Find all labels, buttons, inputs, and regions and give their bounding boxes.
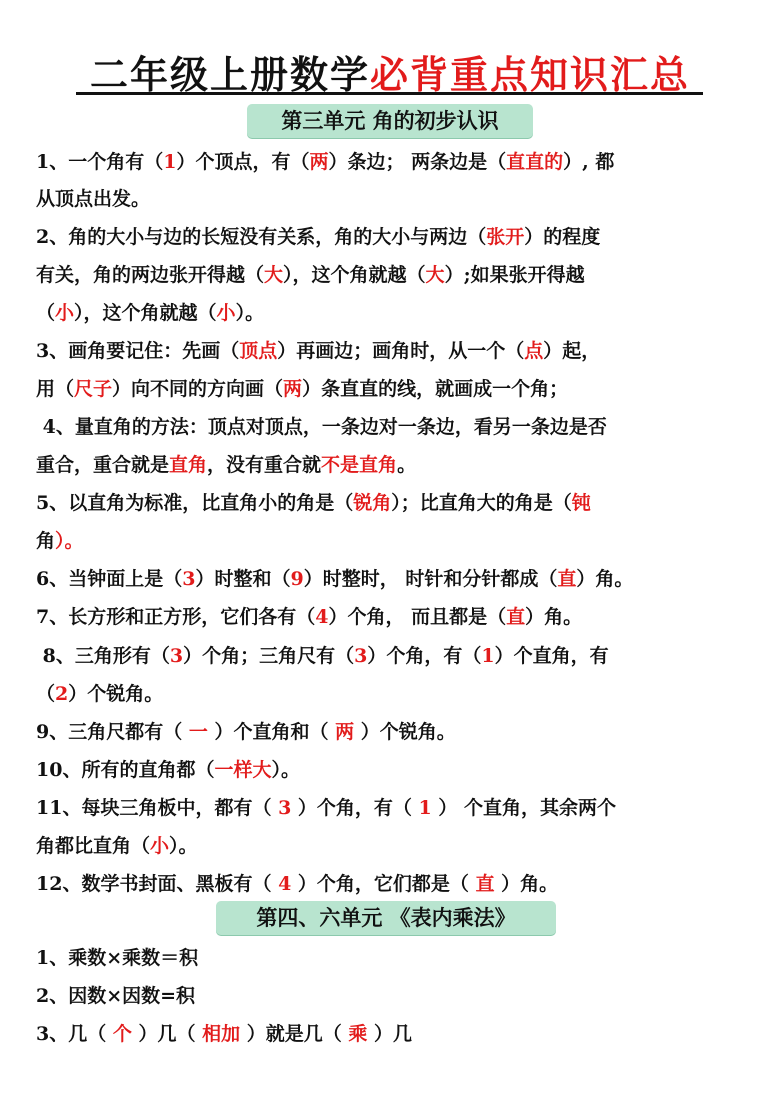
line-text: 1、一个角有（	[36, 151, 164, 173]
line-text: 重合，重合就是	[36, 454, 170, 476]
line-text: ）个角；三角尺有（	[183, 645, 355, 667]
line-text: ） 个直角，其余两个	[431, 797, 616, 819]
answer-text: 个	[112, 1023, 132, 1045]
line-text: ）个直角，有	[494, 645, 609, 667]
line-text: ）再画边；画角时，从一个（	[277, 340, 525, 362]
answer-text: 直	[506, 606, 526, 628]
line-text: ），这个角就越（	[283, 264, 426, 286]
text-line	[36, 526, 756, 553]
line-text: ）。	[271, 759, 300, 781]
text-line	[36, 602, 756, 629]
answer-text: 3	[278, 797, 292, 819]
line-text: 12、数学书封面、黑板有（	[36, 873, 279, 895]
text-line	[36, 943, 756, 970]
line-text: ）就是几（	[240, 1023, 349, 1045]
text-line	[36, 869, 756, 896]
page-title	[0, 44, 780, 99]
answer-text: 3	[354, 645, 368, 667]
line-text: ）几	[367, 1023, 412, 1045]
line-text: 用（	[36, 378, 75, 400]
line-text: 。	[397, 454, 417, 476]
answer-text: 点	[524, 340, 544, 362]
answer-text: 大	[264, 264, 284, 286]
line-text: 角	[36, 530, 56, 552]
line-text: ）。	[235, 302, 265, 324]
line-text: ），这个角就越（	[74, 302, 217, 324]
line-text: ）时整时， 时针和分针都成（	[303, 568, 558, 590]
line-text: ）条边； 两条边是（	[328, 151, 507, 173]
answer-text: 3	[169, 645, 184, 667]
line-text: 角都比直角（	[36, 835, 151, 857]
text-line	[36, 1019, 756, 1046]
text-line	[36, 147, 756, 174]
text-line	[36, 298, 756, 325]
answer-text: 直	[475, 873, 495, 895]
answer-text: 钝	[571, 492, 591, 514]
line-text: 8、三角形有（	[36, 645, 170, 667]
title-underline	[76, 92, 703, 95]
line-text: 2、角的大小与边的长短没有关系，角的大小与两边（	[36, 226, 487, 248]
line-text: 4、量直角的方法：顶点对顶点，一条边对一条边，看另一条边是否	[36, 416, 607, 438]
line-text: ）个角，有（	[291, 797, 419, 819]
line-text: ）角。	[576, 568, 634, 590]
line-text: ）角。	[494, 873, 559, 895]
answer-text: 小	[216, 302, 236, 324]
line-text: ）时整和（	[195, 568, 291, 590]
answer-text: 顶点	[239, 340, 278, 362]
title-part-1: 二年级上册数学	[89, 53, 370, 97]
line-text: ）起，	[543, 340, 601, 362]
answer-text: 9	[290, 568, 304, 590]
text-line	[36, 564, 756, 591]
line-text: 6、当钟面上是（	[36, 568, 183, 590]
line-text: 有关，角的两边张开得越（	[36, 264, 265, 286]
answer-text: ）。	[55, 530, 84, 552]
answer-text: 两	[283, 378, 303, 400]
line-text: （	[36, 302, 56, 324]
answer-text: 不是直角	[321, 454, 398, 476]
line-text: ）个角， 而且都是（	[328, 606, 507, 628]
text-line	[36, 717, 756, 744]
answer-text: 相加	[202, 1023, 241, 1045]
line-text: ）几（	[131, 1023, 203, 1045]
answer-text: 两	[335, 721, 355, 743]
answer-text: 锐角	[353, 492, 392, 514]
answer-text: 1	[481, 645, 495, 667]
answer-text: 乘	[348, 1023, 368, 1045]
line-text: ）;如果张开得越	[444, 264, 585, 286]
line-text: ）条直直的线，就画成一个角；	[302, 378, 569, 400]
answer-text: 一	[188, 721, 208, 743]
text-line	[36, 184, 756, 211]
line-text: （	[36, 683, 56, 705]
title-part-2-highlighted: 必背重点知识汇总	[370, 53, 691, 97]
text-line	[36, 641, 756, 668]
line-text: 2、因数×因数=积	[36, 985, 196, 1007]
answer-text: 1	[163, 151, 177, 173]
text-line	[36, 374, 756, 401]
answer-text: 一样大	[214, 759, 272, 781]
line-text: ）个顶点，有（	[176, 151, 310, 173]
line-text: ，没有重合就	[207, 454, 322, 476]
line-text: 10、所有的直角都（	[36, 759, 215, 781]
answer-text: 3	[182, 568, 196, 590]
text-line	[36, 679, 756, 706]
answer-text: 直角	[169, 454, 208, 476]
text-line	[36, 222, 756, 249]
answer-text: 张开	[486, 226, 525, 248]
line-text: 3、画角要记住：先画（	[36, 340, 240, 362]
answer-text: 尺子	[74, 378, 113, 400]
text-line	[36, 755, 756, 782]
answer-text: 直直的	[506, 151, 564, 173]
answer-text: 4	[278, 873, 292, 895]
line-text: ）的程度	[524, 226, 601, 248]
line-text: ）。	[169, 835, 198, 857]
line-text: ）角。	[525, 606, 583, 628]
line-text: 9、三角尺都有（	[36, 721, 189, 743]
line-text: 3、几（	[36, 1023, 113, 1045]
line-text: ）向不同的方向画（	[112, 378, 284, 400]
text-line	[36, 831, 756, 858]
line-text: ）个锐角。	[354, 721, 456, 743]
text-line	[36, 412, 756, 439]
text-line	[36, 793, 756, 820]
text-line	[36, 260, 756, 287]
line-text: ）个锐角。	[68, 683, 164, 705]
line-text: ）；比直角大的角是（	[391, 492, 572, 514]
line-text: 1、乘数×乘数＝积	[36, 947, 199, 969]
answer-text: 直	[557, 568, 577, 590]
answer-text: 小	[55, 302, 75, 324]
text-line	[36, 981, 756, 1008]
line-text: 11、每块三角板中，都有（	[36, 797, 279, 819]
line-text: ）, 都	[563, 151, 615, 173]
line-text: ）个角，它们都是（	[291, 873, 476, 895]
answer-text: 两	[309, 151, 329, 173]
text-line	[36, 450, 756, 477]
text-line	[36, 488, 756, 515]
line-text: ）个直角和（	[207, 721, 336, 743]
section-header-unit-3: 第三单元 角的初步认识	[247, 104, 533, 138]
text-line	[36, 336, 756, 363]
answer-text: 2	[55, 683, 69, 705]
answer-text: 大	[425, 264, 445, 286]
section-header-unit-4-6: 第四、六单元 《表内乘法》	[216, 901, 556, 935]
answer-text: 1	[418, 797, 432, 819]
line-text: 7、长方形和正方形，它们各有（	[36, 606, 316, 628]
answer-text: 小	[150, 835, 170, 857]
line-text: 从顶点出发。	[36, 188, 151, 210]
line-text: ）个角，有（	[367, 645, 482, 667]
answer-text: 4	[315, 606, 329, 628]
line-text: 5、以直角为标准，比直角小的角是（	[36, 492, 354, 514]
